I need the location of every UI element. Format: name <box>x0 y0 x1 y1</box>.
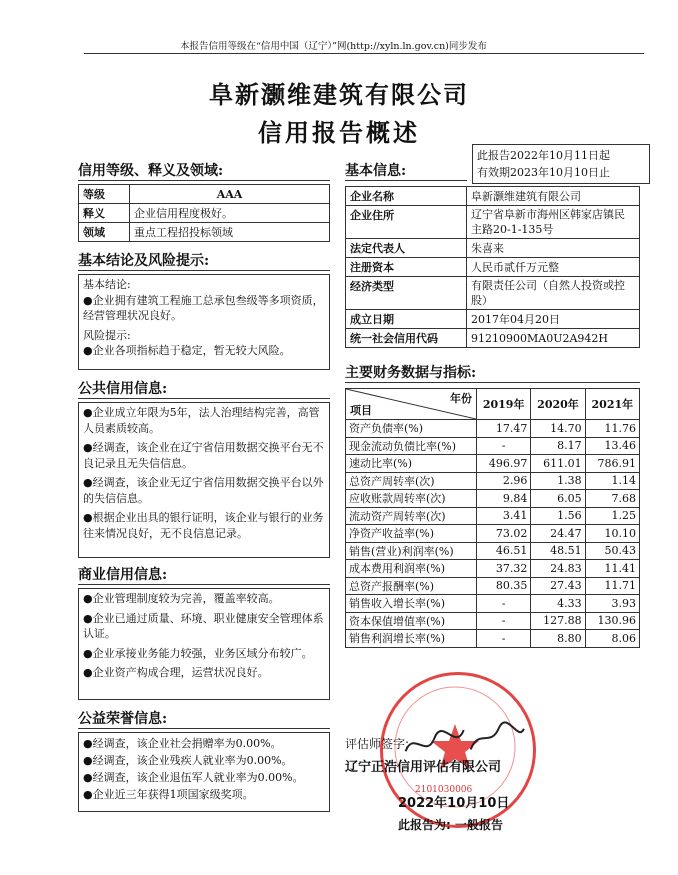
metric-name: 销售(营业)利润率(%) <box>346 542 477 560</box>
conclusion-box <box>78 274 330 370</box>
public-credit-box <box>78 402 330 558</box>
table-row <box>346 420 640 438</box>
list-item: ●根据企业出具的银行证明，该企业与银行的业务往来情况良好，无不良信息记录。 <box>83 511 324 540</box>
rating-table <box>78 184 330 242</box>
field-label: 企业住所 <box>346 206 467 239</box>
metric-value: 2.96 <box>477 472 531 490</box>
metric-value: 14.70 <box>531 420 585 438</box>
field-value: 有限责任公司（自然人投资或控股） <box>467 277 640 310</box>
metric-value: 130.96 <box>585 612 639 630</box>
table-row <box>346 577 640 595</box>
table-row <box>346 277 640 310</box>
conclusion-heading: 基本结论及风险提示: <box>78 253 210 269</box>
metric-value: 10.10 <box>585 525 639 543</box>
metric-value: 3.41 <box>477 507 531 525</box>
metric-value: 50.43 <box>585 542 639 560</box>
field-value: 辽宁省阜新市海州区韩家店镇民主路20-1-135号 <box>467 206 640 239</box>
metric-value: - <box>477 595 531 613</box>
metric-value: 8.06 <box>585 630 639 648</box>
list-item: ●经调查，该企业社会捐赠率为0.00%。 <box>83 737 282 750</box>
table-row <box>346 455 640 473</box>
metric-name: 现金流动负债比率(%) <box>346 437 477 455</box>
field-label: 统一社会信用代码 <box>346 329 467 348</box>
list-item: ●企业资产构成合理，运营状况良好。 <box>83 666 269 679</box>
report-title: 信用报告概述 <box>258 118 420 147</box>
metric-value: 7.68 <box>585 490 639 508</box>
metric-value: 611.01 <box>531 455 585 473</box>
metric-value: 11.41 <box>585 560 639 578</box>
metric-value: 127.88 <box>531 612 585 630</box>
corner-cell <box>346 389 477 420</box>
list-item: ●经调查，该企业在辽宁省信用数据交换平台无不良记录且无失信信息。 <box>83 441 324 470</box>
metric-value: 46.51 <box>477 542 531 560</box>
rating-label: 释义 <box>79 204 130 223</box>
metric-name: 资本保值增值率(%) <box>346 612 477 630</box>
financial-heading: 主要财务数据与指标: <box>345 365 477 381</box>
metric-value: 24.83 <box>531 560 585 578</box>
field-label: 注册资本 <box>346 258 467 277</box>
validity-box <box>472 144 650 184</box>
year-header: 2020年 <box>531 389 585 420</box>
honor-divider <box>78 728 330 729</box>
business-credit-box <box>78 588 330 700</box>
table-row <box>346 206 640 239</box>
list-item: ●企业管理制度较为完善，覆盖率较高。 <box>83 592 280 605</box>
metric-name: 应收账款周转率(次) <box>346 490 477 508</box>
list-item: ●经调查，该企业退伍军人就业率为0.00%。 <box>83 771 304 784</box>
conclusion-divider <box>78 270 330 271</box>
table-row <box>346 595 640 613</box>
table-row <box>346 507 640 525</box>
rating-agency: 辽宁正浩信用评估有限公司 <box>345 760 502 775</box>
list-item: ●企业成立年限为5年，法人治理结构完善，高管人员素质较高。 <box>83 406 320 435</box>
table-row <box>346 187 640 206</box>
header-divider <box>84 53 644 54</box>
metric-name: 流动资产周转率(次) <box>346 507 477 525</box>
field-value: 人民币贰仟万元整 <box>467 258 640 277</box>
list-item: ●经调查，该企业无辽宁省信用数据交换平台以外的失信信息。 <box>83 476 324 505</box>
metric-name: 速动比率(%) <box>346 455 477 473</box>
metric-value: 8.17 <box>531 437 585 455</box>
table-row <box>346 239 640 258</box>
financial-header-row <box>346 389 640 420</box>
risk-label: 风险提示: <box>83 328 131 342</box>
rating-row-meaning <box>79 204 330 223</box>
rating-value: 企业信用程度极好。 <box>130 204 330 223</box>
rating-heading: 信用等级、释义及领域: <box>78 163 224 179</box>
business-credit-heading: 商业信用信息: <box>78 567 168 583</box>
public-credit-heading: 公共信用信息: <box>78 381 168 397</box>
metric-value: 8.80 <box>531 630 585 648</box>
list-item: ●企业承接业务能力较强，业务区域分布较广。 <box>83 646 313 660</box>
field-value: 朱喜来 <box>467 239 640 258</box>
rating-label: 等级 <box>79 185 130 204</box>
basic-conclusion-label: 基本结论: <box>83 278 131 291</box>
basic-info-divider <box>345 180 467 181</box>
list-item: ●企业已通过质量、环境、职业健康安全管理体系认证。 <box>83 611 324 640</box>
metric-name: 销售利润增长率(%) <box>346 630 477 648</box>
report-date: 2022年10月10日 <box>398 796 510 811</box>
table-row <box>346 310 640 329</box>
metric-value: 9.84 <box>477 490 531 508</box>
seal-code: 2101030006 <box>415 785 473 795</box>
risk-text: ●企业各项指标趋于稳定，暂无较大风险。 <box>83 344 291 357</box>
publication-note: 本报告信用等级在“信用中国（辽宁）”网(http://xyln.ln.gov.cn)同步发布 <box>180 41 487 52</box>
company-title: 阜新灏维建筑有限公司 <box>209 80 469 109</box>
corner-year-label: 年份 <box>450 392 472 405</box>
business-credit-divider <box>78 584 330 585</box>
metric-value: 24.47 <box>531 525 585 543</box>
table-row <box>346 612 640 630</box>
honor-box <box>78 732 330 812</box>
field-label: 企业名称 <box>346 187 467 206</box>
validity-start: 此报告2022年10月11日起 <box>477 149 610 162</box>
basic-info-heading: 基本信息: <box>345 163 407 179</box>
metric-name: 净资产收益率(%) <box>346 525 477 543</box>
metric-value: 4.33 <box>531 595 585 613</box>
metric-value: 80.35 <box>477 577 531 595</box>
table-row <box>346 472 640 490</box>
metric-value: 1.56 <box>531 507 585 525</box>
metric-value: 11.76 <box>585 420 639 438</box>
basic-info-table <box>345 186 640 348</box>
rating-row-grade <box>79 185 330 204</box>
metric-name: 总资产报酬率(%) <box>346 577 477 595</box>
metric-value: 786.91 <box>585 455 639 473</box>
field-value: 2017年04月20日 <box>467 310 640 329</box>
list-item: ●企业近三年获得1项国家级奖项。 <box>83 788 254 801</box>
table-row <box>346 560 640 578</box>
financial-table <box>345 388 640 648</box>
metric-value: 1.14 <box>585 472 639 490</box>
table-row <box>346 490 640 508</box>
metric-value: - <box>477 437 531 455</box>
list-item: ●经调查，该企业残疾人就业率为0.00%。 <box>83 754 293 767</box>
metric-value: 73.02 <box>477 525 531 543</box>
rating-value: 重点工程招投标领域 <box>130 223 330 242</box>
table-row <box>346 542 640 560</box>
validity-end: 有效期2023年10月10日止 <box>477 166 610 179</box>
field-value: 阜新灏维建筑有限公司 <box>467 187 640 206</box>
rating-value: AAA <box>130 185 330 204</box>
field-value: 91210900MA0U2A942H <box>467 329 640 348</box>
metric-value: 1.25 <box>585 507 639 525</box>
metric-name: 销售收入增长率(%) <box>346 595 477 613</box>
financial-body <box>346 420 640 648</box>
table-row <box>346 437 640 455</box>
metric-value: 27.43 <box>531 577 585 595</box>
field-label: 法定代表人 <box>346 239 467 258</box>
table-row <box>346 258 640 277</box>
metric-value: - <box>477 612 531 630</box>
metric-value: 496.97 <box>477 455 531 473</box>
metric-value: 13.46 <box>585 437 639 455</box>
rating-row-field <box>79 223 330 242</box>
table-row <box>346 525 640 543</box>
assessor-label: 评估师签字: <box>345 737 410 751</box>
metric-value: 11.71 <box>585 577 639 595</box>
report-type: 此报告为: 一般报告 <box>398 818 503 832</box>
metric-name: 成本费用利润率(%) <box>346 560 477 578</box>
metric-value: 6.05 <box>531 490 585 508</box>
financial-divider <box>345 382 640 383</box>
field-label: 成立日期 <box>346 310 467 329</box>
table-row <box>346 630 640 648</box>
basic-conclusion-text: ●企业拥有建筑工程施工总承包叁级等多项资质，经营管理状况良好。 <box>83 293 324 322</box>
metric-value: 48.51 <box>531 542 585 560</box>
metric-value: 1.38 <box>531 472 585 490</box>
year-header: 2021年 <box>585 389 639 420</box>
metric-value: 17.47 <box>477 420 531 438</box>
metric-value: 37.32 <box>477 560 531 578</box>
metric-name: 资产负债率(%) <box>346 420 477 438</box>
year-header: 2019年 <box>477 389 531 420</box>
metric-name: 总资产周转率(次) <box>346 472 477 490</box>
field-label: 经济类型 <box>346 277 467 310</box>
corner-item-label: 项目 <box>350 404 372 417</box>
rating-label: 领域 <box>79 223 130 242</box>
rating-divider <box>78 180 330 181</box>
honor-heading: 公益荣誉信息: <box>78 711 168 727</box>
metric-value: 3.93 <box>585 595 639 613</box>
table-row <box>346 329 640 348</box>
metric-value: - <box>477 630 531 648</box>
public-credit-divider <box>78 398 330 399</box>
